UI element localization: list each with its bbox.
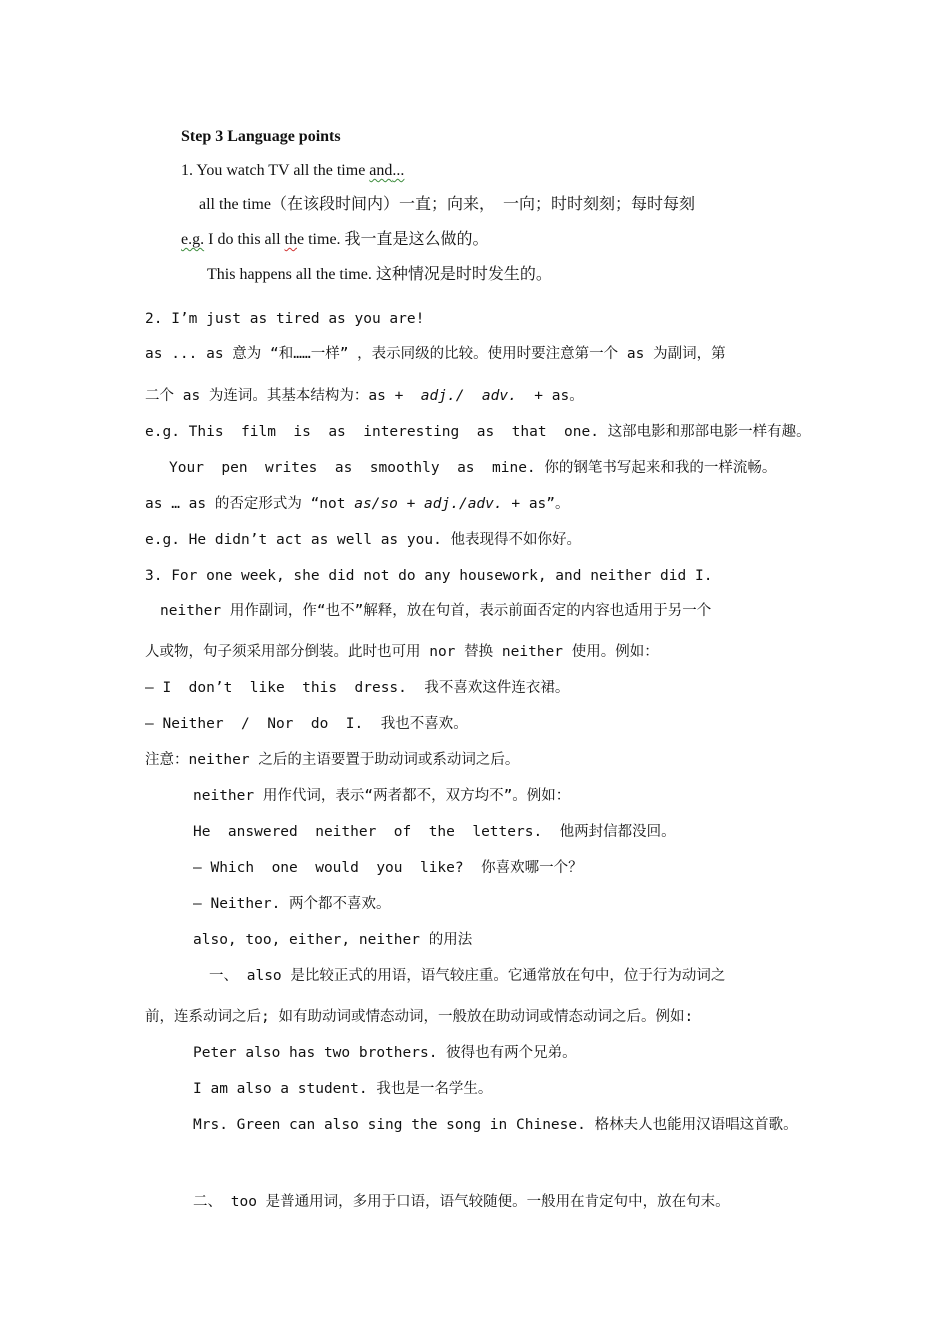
point-2-negative-form xyxy=(145,497,570,512)
point-3-dialog-2: — Neither / Nor do I. 我也不喜欢。 xyxy=(145,716,468,732)
text-segment: 1. You watch TV all the time xyxy=(181,162,370,179)
also-example-1: Peter also has two brothers. 彼得也有两个兄弟。 xyxy=(193,1045,577,1061)
point-3-note: 注意：neither 之后的主语要置于助动词或系动词之后。 xyxy=(145,752,520,768)
italic-segment: adj./ adv. xyxy=(420,388,517,404)
point-1-example-2: This happens all the time. 这种情况是时时发生的。 xyxy=(207,266,552,283)
neither-example-3: — Neither. 两个都不喜欢。 xyxy=(193,896,391,912)
text-segment: I do this all xyxy=(204,231,285,248)
section-heading: Step 3 Language points xyxy=(181,128,341,145)
point-3-title: 3. For one week, she did not do any housework, and neither did I. xyxy=(145,568,713,584)
also-rule-1: 一、 also 是比较正式的用语，语气较庄重。它通常放在句中，位于行为动词之 xyxy=(209,968,726,984)
italic-segment: as/so + adj./adv. xyxy=(354,496,503,512)
point-3-dialog-1: — I don’t like this dress. 我不喜欢这件连衣裙。 xyxy=(145,680,570,696)
point-2-structure xyxy=(145,389,584,404)
usage-subheading: also, too, either, neither 的用法 xyxy=(193,932,473,948)
point-3-explanation-1: neither 用作副词，作“也不”解释，放在句首，表示前面否定的内容也适用于另一个 xyxy=(160,603,712,619)
point-3-explanation-2: 人或物，句子须采用部分倒装。此时也可用 nor 替换 neither 使用。例如： xyxy=(145,644,659,660)
neither-pronoun-usage: neither 用作代词，表示“两者都不，双方均不”。例如： xyxy=(193,788,571,804)
point-1-example-1 xyxy=(181,232,489,248)
text-segment: 二个 as 为连词。其基本结构为：as + xyxy=(145,388,421,404)
spelling-marked-fragment: th xyxy=(284,231,297,248)
too-rule: 二、 too 是普通用词，多用于口语，语气较随便。一般用在肯定句中，放在句末。 xyxy=(193,1194,730,1210)
also-rule-2: 前，连系动词之后; 如有助动词或情态动词，一般放在助动词或情态动词之后。例如: xyxy=(145,1009,694,1025)
point-2-example-1: e.g. This film is as interesting as that one. 这部电影和那部电影一样有趣。 xyxy=(145,424,811,440)
text-segment: as … as 的否定形式为 “not xyxy=(145,496,355,512)
also-example-2: I am also a student. 我也是一名学生。 xyxy=(193,1081,493,1097)
grammar-marked-word: and xyxy=(369,162,393,179)
neither-example-1: He answered neither of the letters. 他两封信都没回。 xyxy=(193,824,676,840)
text-segment: + as。 xyxy=(516,388,584,404)
grammar-marked-eg: e.g. xyxy=(181,231,205,248)
grammar-marked-ellipsis: ... xyxy=(392,162,405,179)
point-2-example-3: e.g. He didn’t act as well as you. 他表现得不如你好。 xyxy=(145,532,582,548)
text-segment: e time. 我一直是这么做的。 xyxy=(297,231,489,248)
neither-example-2: — Which one would you like? 你喜欢哪一个？ xyxy=(193,860,583,876)
point-1-title xyxy=(181,163,404,179)
point-1-meaning: all the time（在该段时间内）一直；向来， 一向；时时刻刻；每时每刻 xyxy=(199,196,695,213)
point-2-explanation: as ... as 意为 “和……一样” ，表示同级的比较。使用时要注意第一个 as 为副词，第 xyxy=(145,346,726,362)
text-segment: + as”。 xyxy=(502,496,570,512)
point-2-example-2: Your pen writes as smoothly as mine. 你的钢笔书写起来和我的一样流畅。 xyxy=(169,460,777,476)
also-example-3: Mrs. Green can also sing the song in Chinese. 格林夫人也能用汉语唱这首歌。 xyxy=(193,1117,798,1133)
point-2-title: 2. I’m just as tired as you are! xyxy=(145,311,425,327)
